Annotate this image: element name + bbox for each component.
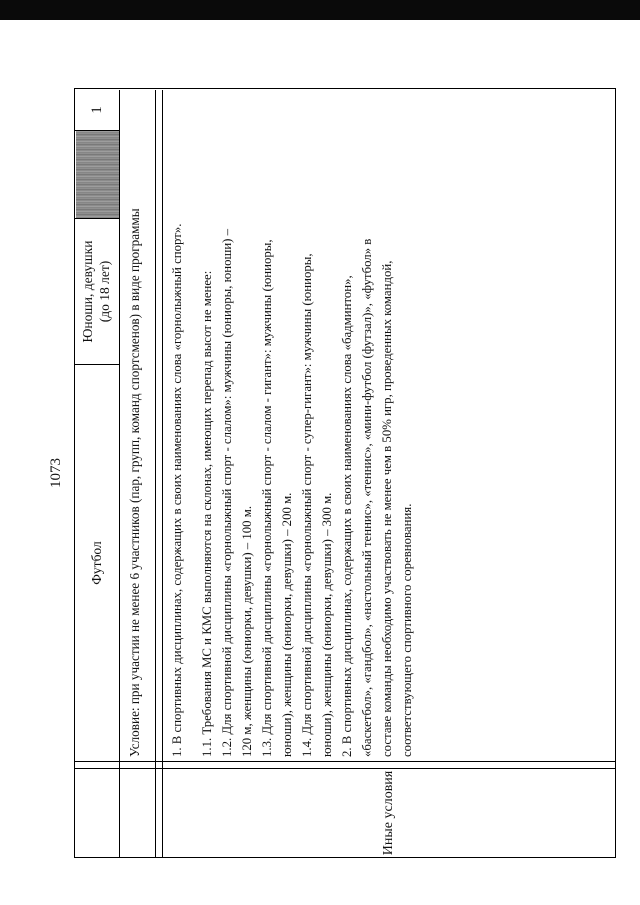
condition-line-1-2a: 1.2. Для спортивной дисциплины «горнолыжный спорт - слалом»: мужчины (юниоры, юноши) –: [220, 228, 234, 757]
condition-line-2a: 2. В спортивных дисциплинах, содержащих в своих наименованиях слова «бадминтон»,: [340, 275, 354, 757]
requirements-table: [74, 88, 616, 858]
condition-line-2b: «баскетбол», «гандбол», «настольный теннис», «теннис», «мини-футбол (футзал)», «футбол» в: [360, 238, 374, 757]
condition-line-1: 1. В спортивных дисциплинах, содержащих в своих наименованиях слова «горнолыжный спорт».: [170, 223, 184, 757]
top-black-bar: [0, 0, 640, 20]
condition-line-1-2b: 120 м, женщины (юниорки, девушки) – 100 м.: [240, 505, 254, 757]
other-conditions-content: [167, 91, 615, 761]
condition-row-divider-2: [162, 90, 163, 857]
age-group-cell: [79, 219, 119, 364]
shaded-cell: [76, 131, 119, 218]
sport-name-cell: Футбол: [89, 541, 104, 585]
age-group-line-2: (до 18 лет): [97, 260, 112, 323]
other-conditions-label: Иные условия: [381, 770, 396, 856]
rotated-document-page: [48, 88, 616, 858]
condition-line-1-3b: юноши), женщины (юниорки, девушки) – 200 м.: [280, 492, 294, 757]
page-number: 1073: [48, 458, 64, 488]
condition-row-divider: [155, 90, 156, 857]
condition-line-2c: составе команды необходимо участвовать не менее чем в 50% игр, проведенных командой,: [380, 260, 394, 757]
header-row-divider: [119, 90, 120, 857]
blank-gap: [187, 91, 197, 757]
condition-line-2d: соответствующего спортивного соревнования.: [400, 503, 414, 757]
condition-line-1-4a: 1.4. Для спортивной дисциплины «горнолыжный спорт - супер-гигант»: мужчины (юниоры,: [300, 253, 314, 757]
condition-line-1-3a: 1.3. Для спортивной дисциплины «горнолыжный спорт - слалом - гигант»: мужчины (юниоры,: [260, 239, 274, 757]
condition-text: Условие: при участии не менее 6 участников (пар, групп, команд спортсменов) в виде программы: [127, 208, 142, 757]
condition-line-1-1: 1.1. Требования МС и КМС выполняются на склонах, имеющих перепад высот не менее:: [200, 270, 214, 757]
number-cell: 1: [88, 106, 105, 114]
condition-line-1-4b: юноши), женщины (юниорки, девушки) – 300 м.: [320, 492, 334, 757]
age-group-line-1: Юноши, девушки: [80, 240, 95, 343]
